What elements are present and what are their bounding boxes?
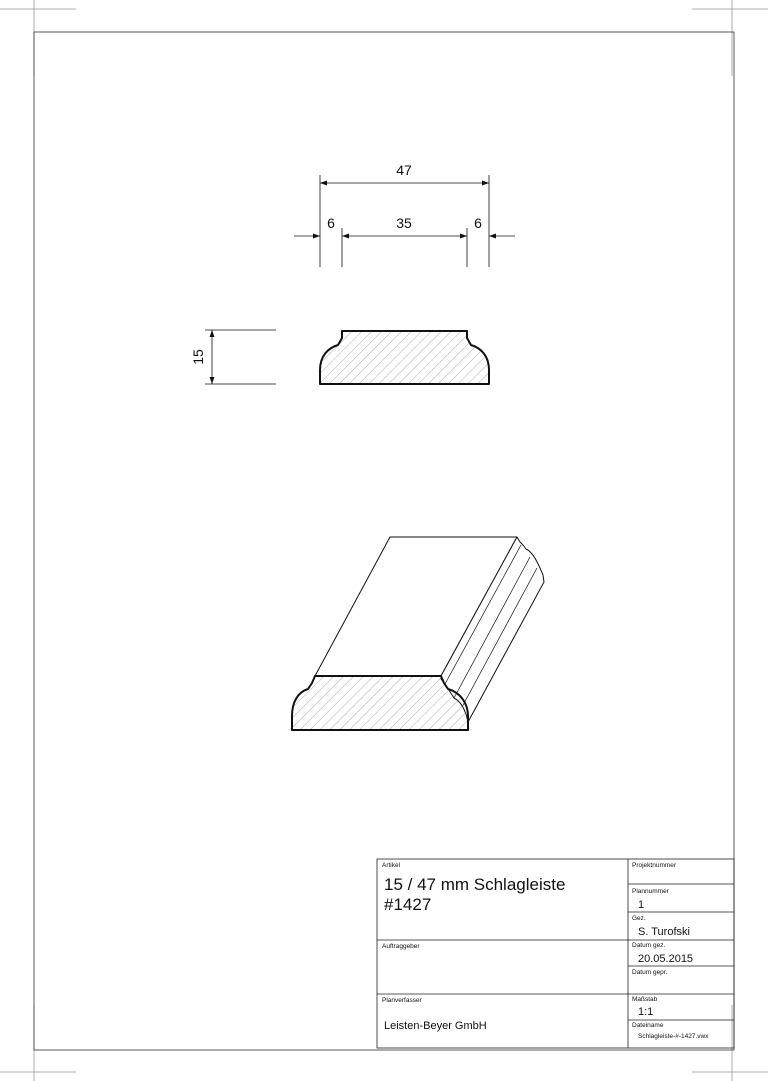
artikel-label: Artikel bbox=[382, 862, 401, 869]
auftraggeber-label: Auftraggeber bbox=[382, 943, 420, 950]
isometric-view bbox=[292, 537, 544, 730]
massstab-label: Maßstab bbox=[632, 996, 658, 1003]
dim-right-edge: 6 bbox=[474, 215, 482, 231]
gez-label: Gez. bbox=[632, 915, 646, 922]
dateiname-value: Schlagleiste-#-1427.vwx bbox=[638, 1033, 709, 1040]
massstab-value: 1:1 bbox=[638, 1006, 654, 1018]
profile-cross-section bbox=[320, 331, 489, 384]
datum-gez-label: Datum gez. bbox=[632, 942, 666, 949]
artikel-title-line2: #1427 bbox=[384, 895, 432, 914]
datum-gez-value: 20.05.2015 bbox=[638, 953, 694, 965]
plannummer-label: Plannummer bbox=[632, 888, 669, 895]
dim-center: 35 bbox=[396, 215, 412, 231]
dateiname-label: Dateiname bbox=[632, 1022, 664, 1029]
datum-gepr-label: Datum gepr. bbox=[632, 969, 668, 976]
artikel-title-line1: 15 / 47 mm Schlagleiste bbox=[384, 875, 566, 894]
dim-height: 15 bbox=[190, 349, 206, 365]
dim-overall-width: 47 bbox=[396, 162, 412, 178]
planverfasser-label: Planverfasser bbox=[382, 997, 422, 1004]
dim-left-edge: 6 bbox=[327, 215, 335, 231]
gez-value: S. Turofski bbox=[638, 926, 690, 938]
plannummer-value: 1 bbox=[638, 899, 645, 911]
projektnummer-label: Projektnummer bbox=[632, 862, 677, 869]
planverfasser-value: Leisten-Beyer GmbH bbox=[384, 1020, 487, 1032]
height-dimension bbox=[205, 330, 276, 384]
